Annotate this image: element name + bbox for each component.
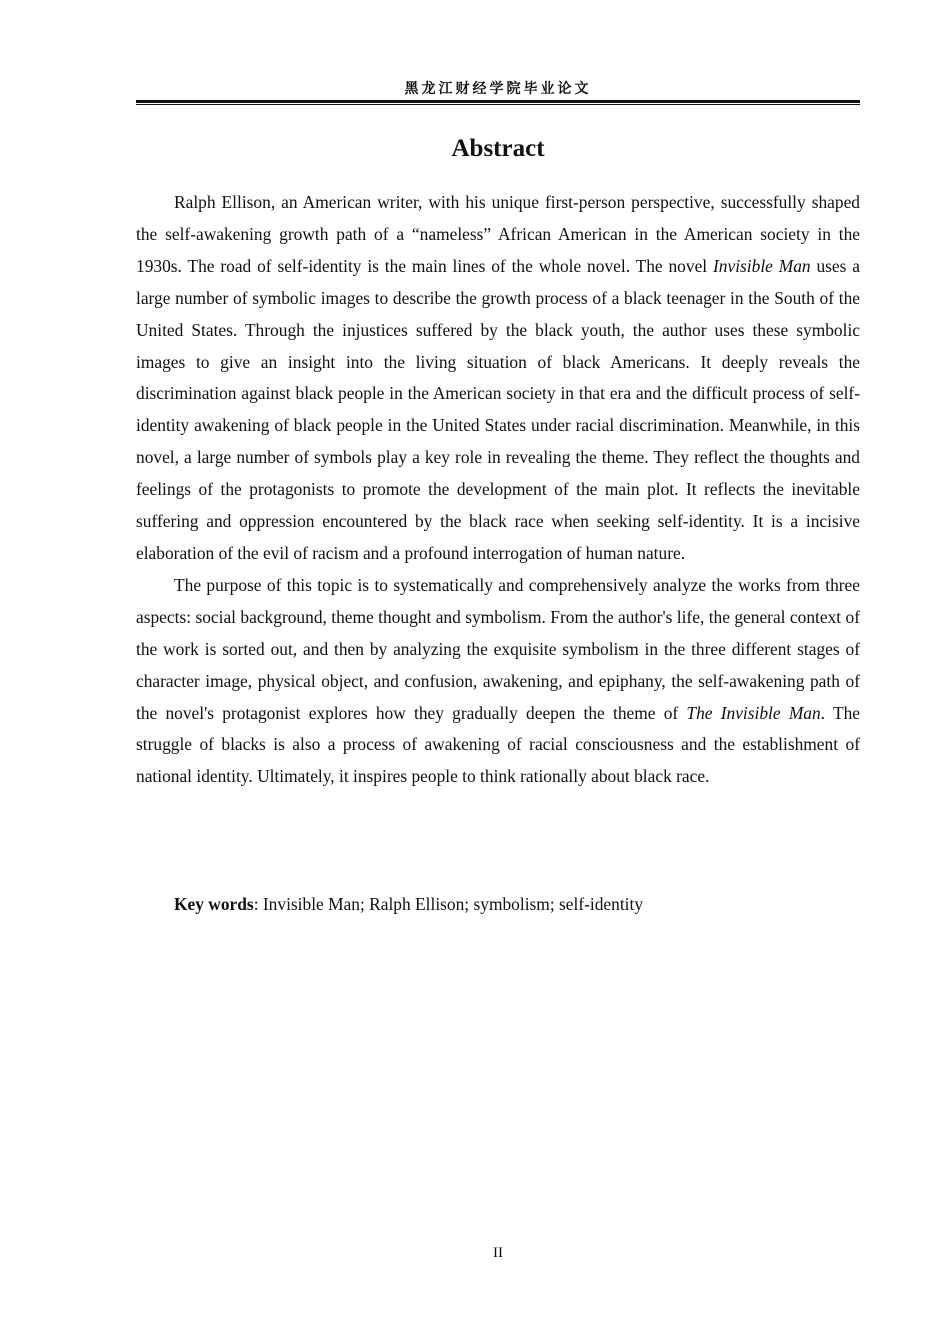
novel-title-italic: Invisible Man: [712, 255, 811, 276]
keywords-label: Key words: [174, 894, 254, 914]
keywords-line: [174, 889, 860, 921]
abstract-title: Abstract: [451, 135, 545, 162]
paragraph-1-text-a: Ralph Ellison, an American writer, with his unique first-person perspective, successfully shaped the self-awakening growth path of a “nameless” African American in the American society in the 1930s. The road of self-identity is the main lines of the whole novel. The novel: [136, 192, 860, 276]
running-header: 黑龙江财经学院毕业论文: [404, 81, 592, 97]
abstract-body: [136, 187, 860, 793]
page-number: II: [493, 1245, 503, 1261]
abstract-paragraph-2: [136, 570, 860, 793]
paragraph-2-text-b: . The struggle of blacks is also a process of awakening of racial consciousness and the establishment of national identity. Ultimately, it inspires people to think rationally about black race.: [136, 702, 860, 787]
paragraph-1-text-b: uses a large number of symbolic images to describe the growth process of a black teenager in the South of the United States. Through the injustices suffered by the black youth, the author uses these symbolic images to give an insight into the living situation of black Americans. It deeply reveals the discrimination against black people in the American society in that era and the difficult process of self-identity awakening of black people in the United States under racial discrimination. Meanwhile, in this novel, a large number of symbols play a key role in revealing the theme. They reflect the thoughts and feelings of the protagonists to promote the development of the main plot. It reflects the inevitable suffering and oppression encountered by the black race when seeking self-identity. It is a incisive elaboration of the evil of racism and a profound interrogation of human nature.: [136, 255, 860, 563]
abstract-paragraph-1: [136, 187, 860, 570]
header-rule-thick: [136, 100, 860, 103]
header-rule-thin: [136, 104, 860, 105]
novel-title-italic-2: The Invisible Man: [686, 702, 821, 723]
keywords-value: : Invisible Man; Ralph Ellison; symbolism; self-identity: [253, 894, 644, 914]
paragraph-2-text-a: The purpose of this topic is to systematically and comprehensively analyze the works from three aspects: social background, theme thought and symbolism. From the author's life, the general context of the work is sorted out, and then by analyzing the exquisite symbolism in the three different stages of character image, physical object, and confusion, awakening, and epiphany, the self-awakening path of the novel's protagonist explores how they gradually deepen the theme of: [136, 574, 860, 723]
